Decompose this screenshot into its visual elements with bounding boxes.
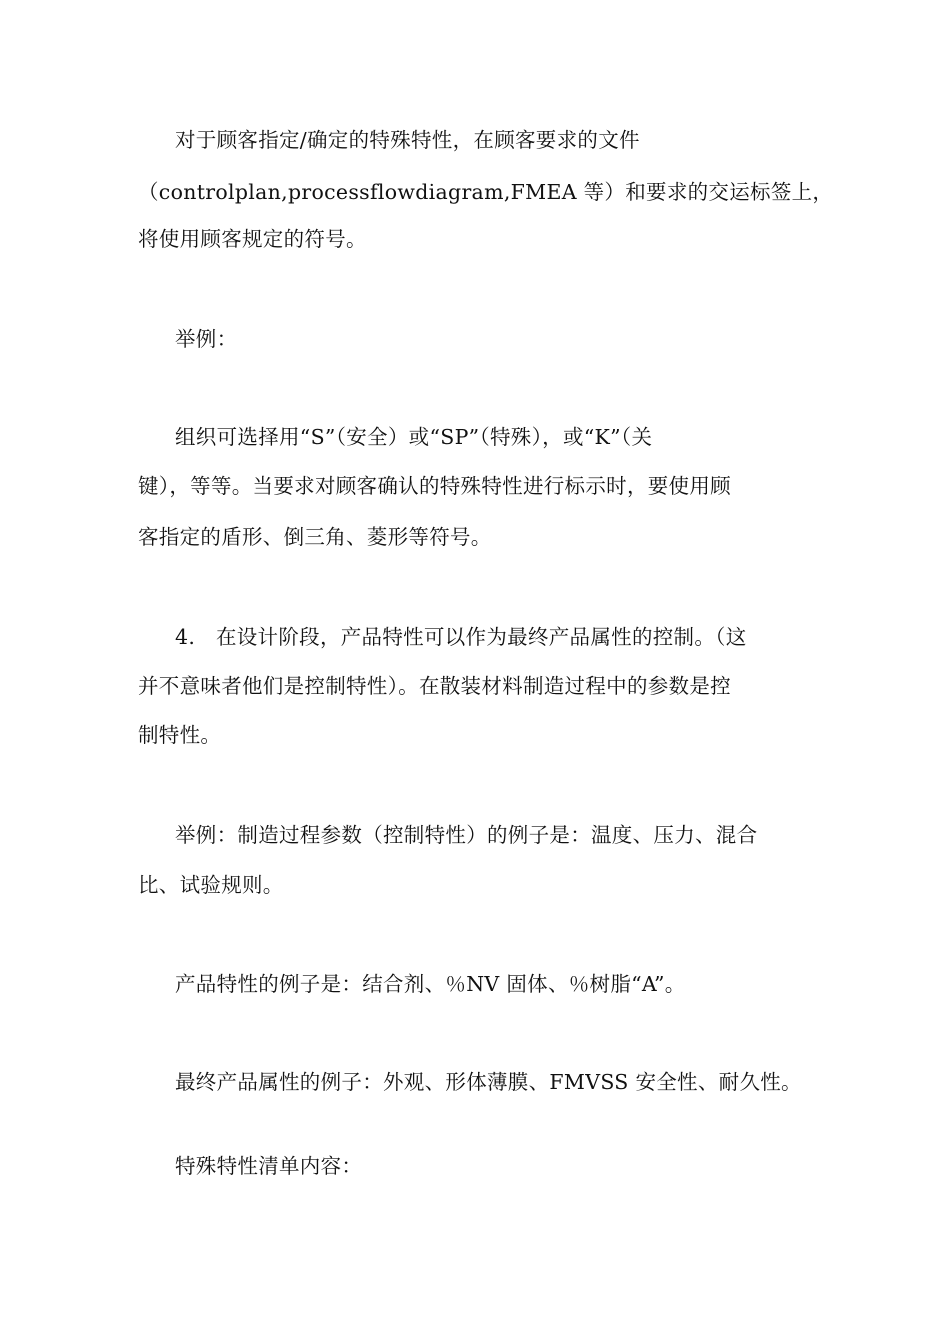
paragraph-1-line-1: 对于顾客指定/确定的特殊特性，在顾客要求的文件 <box>175 128 640 152</box>
paragraph-6-line-1: 产品特性的例子是：结合剂、％NV 固体、％树脂“A”。 <box>175 972 686 996</box>
paragraph-3-line-2: 键），等等。当要求对顾客确认的特殊特性进行标示时，要使用顾 <box>138 474 731 498</box>
paragraph-4-line-3: 制特性。 <box>138 723 222 747</box>
paragraph-2-line-1: 举例： <box>175 327 238 351</box>
paragraph-5-line-1: 举例：制造过程参数（控制特性）的例子是：温度、压力、混合 <box>175 823 758 847</box>
paragraph-4-line-1: 4. 在设计阶段，产品特性可以作为最终产品属性的控制。（这 <box>175 625 747 649</box>
paragraph-8-line-1: 特殊特性清单内容： <box>175 1154 363 1178</box>
paragraph-5-line-2: 比、试验规则。 <box>138 873 284 897</box>
paragraph-3-line-3: 客指定的盾形、倒三角、菱形等符号。 <box>138 525 492 549</box>
paragraph-1-line-3: 将使用顾客规定的符号。 <box>138 227 367 251</box>
paragraph-3-line-1: 组织可选择用“S”（安全）或“SP”（特殊），或“K”（关 <box>175 425 653 449</box>
paragraph-4-line-2: 并不意味者他们是控制特性）。在散装材料制造过程中的参数是控 <box>138 674 731 698</box>
paragraph-1-line-2: （controlplan,processflowdiagram,FMEA 等）和要求的交运标签上， <box>138 180 834 204</box>
paragraph-7-line-1: 最终产品属性的例子：外观、形体薄膜、FMVSS 安全性、耐久性。 <box>175 1070 802 1094</box>
